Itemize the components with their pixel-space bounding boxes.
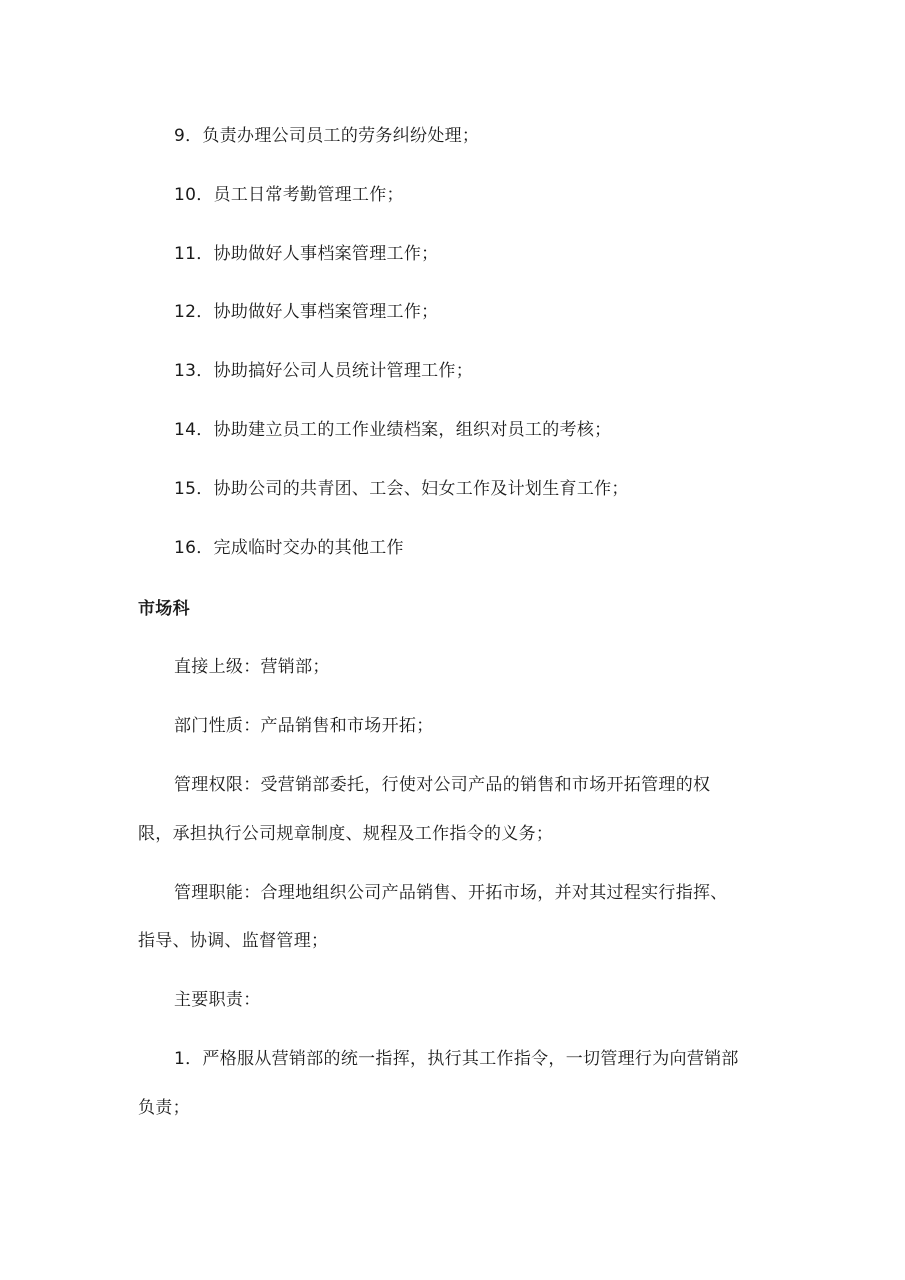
department-nature: 部门性质：产品销售和市场开拓； <box>174 716 434 736</box>
authority-line-2: 限，承担执行公司规章制度、规程及工作指令的义务； <box>138 824 554 844</box>
list-item-16: 16．完成临时交办的其他工作 <box>174 538 404 558</box>
main-duties-label: 主要职责： <box>174 990 261 1010</box>
function-line-1: 管理职能：合理地组织公司产品销售、开拓市场，并对其过程实行指挥、 <box>174 883 728 903</box>
section-heading: 市场科 <box>138 599 190 619</box>
direct-superior: 直接上级：营销部； <box>174 657 330 677</box>
list-item-10: 10．员工日常考勤管理工作； <box>174 185 404 205</box>
list-item-14: 14．协助建立员工的工作业绩档案，组织对员工的考核； <box>174 420 612 440</box>
list-item-9: 9．负责办理公司员工的劳务纠纷处理； <box>174 126 480 146</box>
list-item-13: 13．协助搞好公司人员统计管理工作； <box>174 361 474 381</box>
function-line-2: 指导、协调、监督管理； <box>138 931 329 951</box>
duty-1-line-2: 负责； <box>138 1098 190 1118</box>
list-item-12: 12．协助做好人事档案管理工作； <box>174 302 439 322</box>
authority-line-1: 管理权限：受营销部委托，行使对公司产品的销售和市场开拓管理的权 <box>174 775 711 795</box>
list-item-15: 15．协助公司的共青团、工会、妇女工作及计划生育工作； <box>174 479 629 499</box>
list-item-11: 11．协助做好人事档案管理工作； <box>174 244 439 264</box>
duty-1-line-1: 1．严格服从营销部的统一指挥，执行其工作指令，一切管理行为向营销部 <box>174 1049 739 1069</box>
